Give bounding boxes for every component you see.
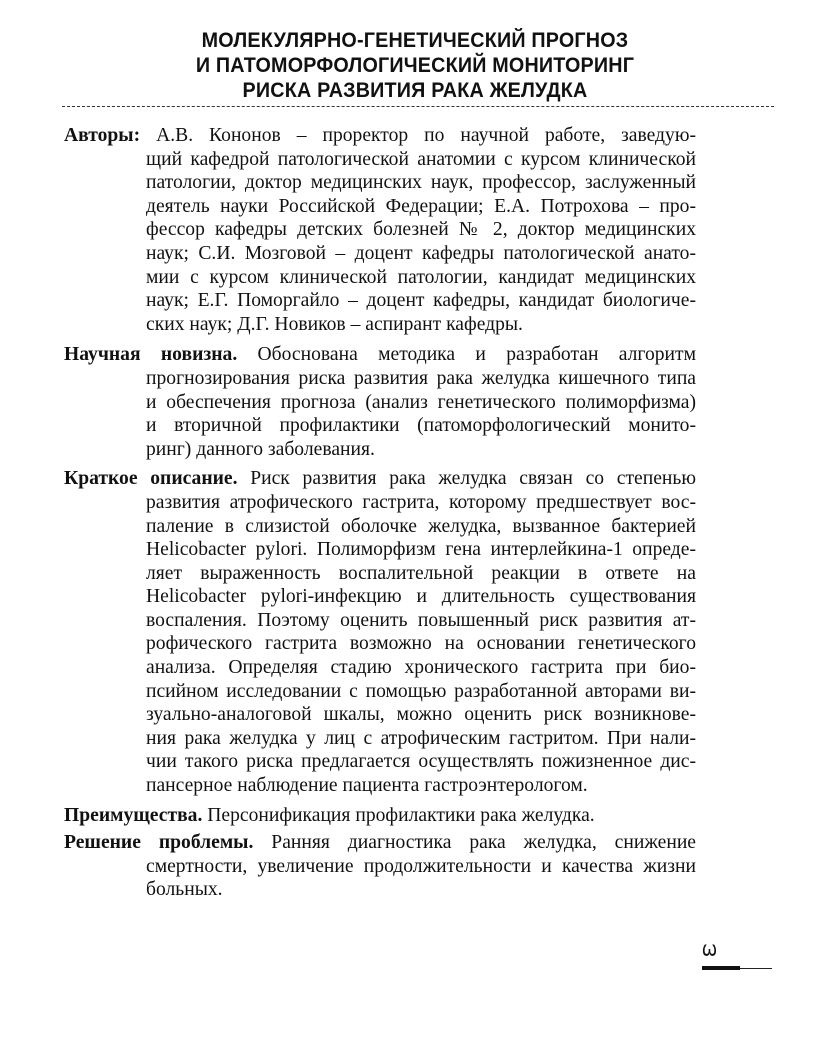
section-label: Преимущества. [64,804,203,826]
paragraph-line: псийном исследовании с помощью разработанной авторами ви- [146,680,696,702]
line-text: А.В. Кононов – проректор по научной работе, заведую- [140,125,696,146]
paragraph-line: зуально-аналоговой шкалы, можно оценить риск возникнове- [146,704,696,726]
title-divider [62,106,774,107]
paragraph-line: ляет выраженность воспалительной реакции в ответе на [146,562,696,584]
paragraph-line: развития атрофического гастрита, которому предшествует вос- [146,491,696,513]
section-solution [64,831,696,902]
line-text: Обоснована методика и разработан алгоритм [237,344,696,366]
paragraph-line [64,467,696,491]
line-text: Риск развития рака желудка связан со степенью [237,468,696,490]
paragraph-line: рофического гастрита возможно на основании генетического [146,633,696,655]
paragraph-line: фессор кафедры детских болезней № 2, доктор медицинских [146,219,696,241]
paragraph-line: больных. [146,879,223,901]
section-novelty [64,343,696,461]
paragraph-line: воспаления. Поэтому оценить повышенный риск развития ат- [146,609,696,631]
paragraph-line: деятель науки Российской Федерации; Е.А. Потрохова – про- [146,195,696,217]
paragraph-line [64,343,696,367]
paragraph-line: ния рака желудка у лиц с атрофическим гастритом. При нали- [146,727,696,749]
paragraph-line: паление в слизистой оболочке желудка, вызванное бактерией [146,515,696,537]
paragraph-line: Helicobacter pylori. Полиморфизм гена интерлейкина-1 опреде- [146,539,696,561]
section-label: Научная новизна. [64,344,238,366]
title-line: МОЛЕКУЛЯРНО-ГЕНЕТИЧЕСКИЙ ПРОГНОЗ [201,29,629,52]
paragraph-line: Helicobacter pylori-инфекцию и длительность существования [146,586,696,608]
paragraph-line: и вторичной профилактики (патоморфологический монито- [146,415,696,437]
paragraph-line: смертности, увеличение продолжительности и качества жизни [146,855,696,877]
section-label: Авторы: [64,125,141,146]
paragraph-line: наук; С.И. Мозговой – доцент кафедры патологической анато- [146,242,696,264]
document-title [81,28,748,103]
line-text: Ранняя диагностика рака желудка, снижение [253,832,696,854]
page-number: Ѡ [702,941,718,960]
paragraph-line [64,124,696,148]
title-line: И ПАТОМОРФОЛОГИЧЕСКИЙ МОНИТОРИНГ [195,54,635,77]
title-line: РИСКА РАЗВИТИЯ РАКА ЖЕЛУДКА [242,79,588,102]
paragraph-line: наук; Е.Г. Поморгайло – доцент кафедры, кандидат биологиче- [146,290,696,312]
section-label: Краткое описание. [64,468,238,490]
section-authors [64,124,696,336]
document-body [64,124,696,907]
paragraph-line: чии такого риска предлагается осуществлять пожизненное дис- [146,751,696,773]
paragraph-line: анализа. Определяя стадию хронического гастрита при био- [146,657,696,679]
footer-rule-accent [702,966,740,970]
paragraph-line: и обеспечения прогноза (анализ генетического полиморфизма) [146,391,696,413]
paragraph-line [64,831,696,855]
section-label: Решение проблемы. [64,832,254,854]
section-advantages [64,804,696,828]
paragraph-line: прогнозирования риска развития рака желудка кишечного типа [146,367,696,389]
paragraph-line: щий кафедрой патологической анатомии с курсом клинической [146,148,696,170]
paragraph-line: ских наук; Д.Г. Новиков – аспирант кафедры. [146,313,523,335]
paragraph-line: ринг) данного заболевания. [146,438,375,460]
line-text: Персонификация профилактики рака желудка. [202,804,595,826]
paragraph-line: мии с курсом клинической патологии, кандидат медицинских [146,266,696,288]
paragraph-line: патологии, доктор медицинских наук, профессор, заслуженный [146,172,696,194]
paragraph-line: пансерное наблюдение пациента гастроэнтерологом. [146,775,588,797]
section-summary [64,467,696,797]
paragraph-line [64,804,696,828]
